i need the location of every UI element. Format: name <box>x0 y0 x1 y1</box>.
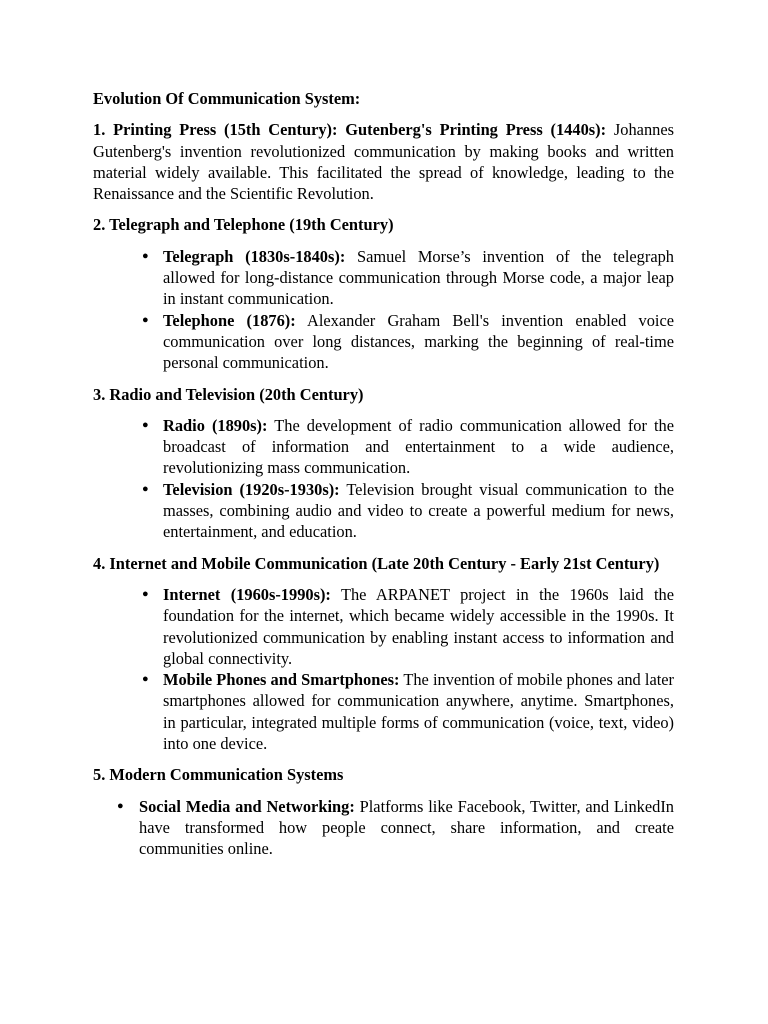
document-page <box>93 88 674 870</box>
bullet-icon: ● <box>142 482 149 495</box>
printing-press-heading: 1. Printing Press (15th Century): Gutenberg's Printing Press (1440s): <box>93 120 607 140</box>
bullet-icon: ● <box>142 418 149 431</box>
item-term: Radio (1890s): <box>163 415 268 435</box>
list-item <box>142 669 675 754</box>
bullet-icon: ● <box>117 799 124 812</box>
item-term: Social Media and Networking: <box>139 796 355 816</box>
list-item <box>142 584 674 669</box>
item-term: Television (1920s-1930s): <box>163 479 340 499</box>
item-term: Internet (1960s-1990s): <box>163 584 331 604</box>
list-item <box>142 246 674 310</box>
item-text: Alexander Graham Bell's invention enabled voice communication over long distances, marking the beginning of real-time personal communication. <box>163 310 675 373</box>
item-text: Television brought visual communication to the masses, combining audio and video to create a powerful medium for news, entertainment, and education. <box>163 479 675 542</box>
document-title: Evolution Of Communication System: <box>93 89 361 108</box>
bullet-icon: ● <box>142 313 149 326</box>
item-text: Samuel Morse’s invention of the telegraph allowed for long-distance communication through Morse code, a major leap in instant communication. <box>163 246 674 309</box>
section-heading-radio-television: 3. Radio and Television (20th Century) <box>93 384 364 404</box>
bullet-list-telegraph-telephone <box>93 246 674 374</box>
list-item <box>142 415 674 479</box>
item-text: The invention of mobile phones and later smartphones allowed for communication anywhere, anytime. Smartphones, in particular, integrated multiple forms of communication (voice, text, video) into one device. <box>163 670 675 754</box>
section-printing-press <box>93 119 674 204</box>
item-text: The ARPANET project in the 1960s laid the foundation for the internet, which became widely accessible in the 1990s. It revolutionized communication by enabling instant access to information and global connectivity. <box>163 584 674 668</box>
bullet-icon: ● <box>142 673 149 686</box>
list-item <box>142 310 675 374</box>
item-text: Platforms like Facebook, Twitter, and LinkedIn have transformed how people connect, share information, and create communities online. <box>139 796 674 859</box>
section-heading-modern-systems: 5. Modern Communication Systems <box>93 765 344 785</box>
section-heading-internet-mobile: 4. Internet and Mobile Communication (Late 20th Century - Early 21st Century) <box>93 553 660 573</box>
printing-press-text: Johannes Gutenberg's invention revolutionized communication by making books and written material widely available. This facilitated the spread of knowledge, leading to the Renaissance and the Scientific Revolution. <box>93 120 674 204</box>
bullet-icon: ● <box>142 587 149 600</box>
list-item <box>142 479 675 543</box>
bullet-list-radio-television <box>93 415 674 543</box>
item-term: Telegraph (1830s-1840s): <box>163 246 346 266</box>
bullet-list-internet-mobile <box>93 584 674 754</box>
item-term: Mobile Phones and Smartphones: <box>163 670 400 690</box>
item-text: The development of radio communication allowed for the broadcast of information and entertainment to a wide audience, revolutionizing mass communication. <box>163 415 674 478</box>
section-heading-telegraph-telephone: 2. Telegraph and Telephone (19th Century) <box>93 215 394 235</box>
bullet-icon: ● <box>142 249 149 262</box>
bullet-list-modern-systems <box>93 796 674 860</box>
list-item <box>117 796 674 860</box>
item-term: Telephone (1876): <box>163 310 296 330</box>
